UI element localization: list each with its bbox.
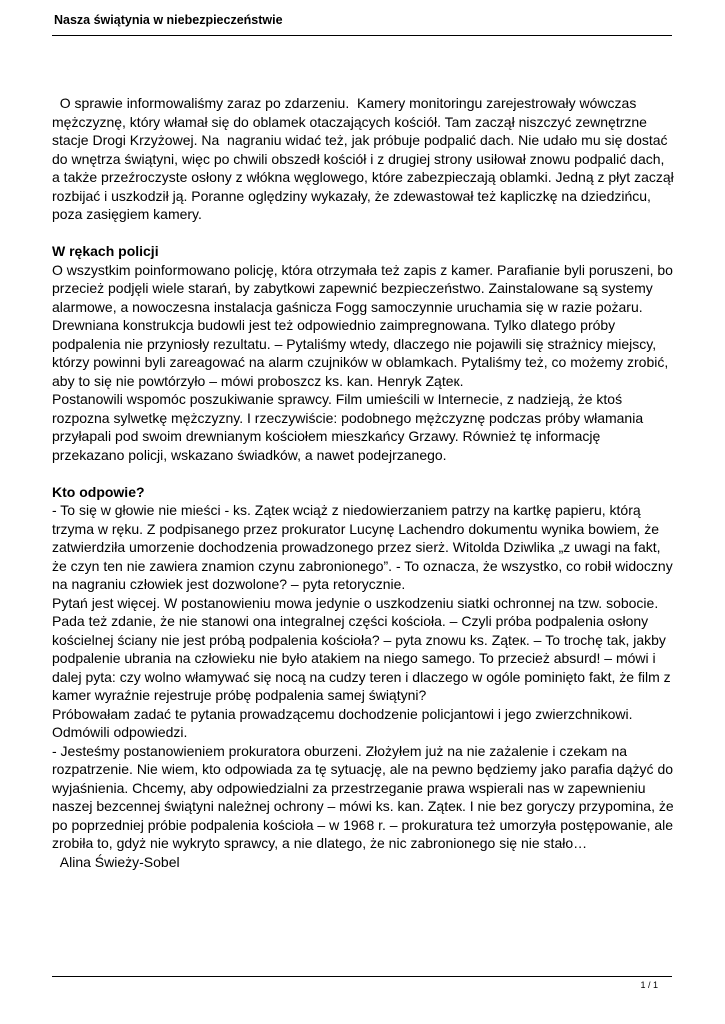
paragraph-spacer xyxy=(52,464,674,483)
article-body xyxy=(52,94,678,871)
section-police-paragraph-2: Postanowili wspomóc poszukiwanie sprawcy. Film umieścili w Internecie, z nadzieją, że ktoś rozpozna sylwetkę mężczyzny. I rzeczywiście: podobnego mężczyznę podczas próby włamania przyłapali pod swoim drewnianym kościołem mieszkańcy Grzawy. Również tę informację przekazano policji, wskazano świadków, a nawet podejrzanego. xyxy=(52,391,644,463)
page-number: 1 / 1 xyxy=(640,980,658,990)
section-police-paragraph-1: O wszystkim poinformowano policję, która otrzymała też zapis z kamer. Parafianie byli poruszeni, bo przecież podjęli wiele starań, by zabytkowi zapewnić bezpieczeństwo. Zainstalowane są systemy alarmowe, a nowoczesna instalacja gaśnicza Fogg samoczynnie uruchamia się w razie pożaru. Drewniana konstrukcja budowli jest też odpowiednio zaimpregnowana. Tylko dlatego próby podpalenia nie przyniosły rezultatu. – Pytaliśmy wtedy, dlaczego nie pojawili się strażnicy miejscy, którzy powinni byli zareagować na alarm czujników w oblamkach. Pytaliśmy też, co możemy zrobić, aby to się nie powtórzyło – mówi proboszcz ks. kan. Henryk Ząteк. xyxy=(52,261,673,389)
footer-divider xyxy=(52,976,672,977)
intro-paragraph: O sprawie informowaliśmy zaraz po zdarzeniu. Kamery monitoringu zarejestrowały wówczas mężczyznę, który włamał się do oblamek otaczających kościół. Tam zaczął niszczyć zewnętrzne stacje Drogi Krzyżowej. Na nagraniu widać też, jak próbuje podpalić dach. Nie udało mu się dostać do wnętrza świątyni, więc po chwili obszedł kościół i z drugiej strony usiłował znowu podpalić dach, a także przeźroczyste osłony z włókna węglowego, które zabezpieczają oblamki. Jedną z płyt zaczął rozbijać i uszkodził ją. Poranne oględziny wykazały, że zdewastował też kapliczkę na dziedzińcu, poza zasięgiem kamery. xyxy=(52,95,678,222)
document-title: Nasza świątynia w niebezpieczeństwie xyxy=(54,13,283,27)
author-signature: Alina Świeży-Sobel xyxy=(52,853,180,870)
section-who-answers-paragraph-3: Próbowałam zadać te pytania prowadzącemu dochodzenie policjantowi i jego zwierzchnikowi. Odmówili odpowiedzi. xyxy=(52,705,633,740)
header-divider xyxy=(52,35,672,36)
section-heading-who-answers: Kto odpowie? xyxy=(52,483,145,500)
paragraph-spacer xyxy=(52,224,674,243)
section-who-answers-paragraph-4: - Jesteśmy postanowieniem prokuratora oburzeni. Złożyłem już na nie zażalenie i czekam na rozpatrzenie. Nie wiem, kto odpowiada za tę sytuację, ale na pewno będziemy jako parafia dążyć do wyjaśnienia. Chcemy, aby odpowiedzialni za przestrzeganie prawa wspierali nas w zapewnieniu naszej bezcennej świątyni należnej ochrony – mówi ks. kan. Ząteк. I nie bez goryczy przypomina, że po poprzedniej próbie podpalenia kościoła – w 1968 r. – prokuratura też umorzyła postępowanie, ale zrobiła to, gdyż nie wykryto sprawcy, a nie dlatego, że nic zabronionego się nie stało… xyxy=(52,742,674,851)
section-heading-police: W rękach policji xyxy=(52,243,159,259)
section-who-answers-paragraph-2: Pytań jest więcej. W postanowieniu mowa jedynie o uszkodzeniu siatki ochronnej na tzw. sobocie. Pada też zdanie, że nie stanowi ona integralnej części kościoła. – Czyli próba podpalenia osłony kościelnej ściany nie jest próbą podpalenia kościoła? – pyta znowu ks. Ząteк. – To trochę tak, jakby podpalenie ubrania na człowieku nie było atakiem na niego samego. To przecież absurd! – mówi i dalej pyta: czy wolno włamywać się nocą na cudzy teren i dlaczego w ogóle pominięto fakt, że film z kamer wyraźnie rejestruje próbę podpalenia samej świątyni? xyxy=(52,594,671,703)
section-who-answers-paragraph-1: - To się w głowie nie mieści - ks. Ząteк wciąż z niedowierzaniem patrzy na kartkę papieru, którą trzyma w ręku. Z podpisanego przez prokurator Lucynę Lachendro dokumentu wynika bowiem, że zatwierdziła umorzenie dochodzenia prowadzonego przez sierż. Witolda Dziwlika „z uwagi na fakt, że czyn ten nie zawiera znamion czynu zabronionego”. - To oznacza, że wszystko, co robił widoczny na nagraniu człowiek jest dozwolone? – pyta retorycznie. xyxy=(52,502,673,592)
